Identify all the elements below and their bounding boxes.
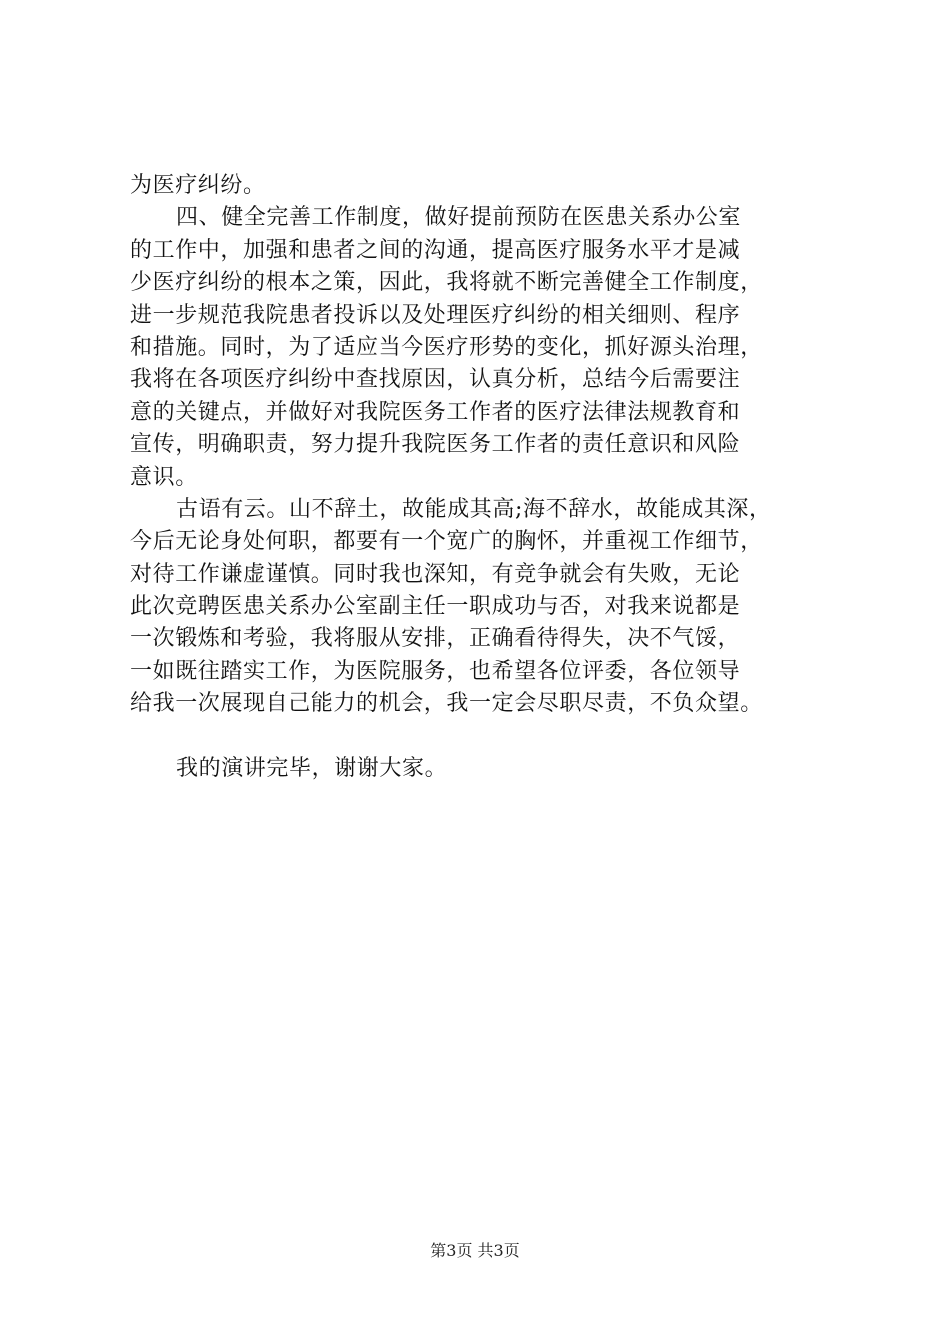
paragraph-continuation <box>130 170 850 202</box>
paragraph-closing-remarks <box>130 494 850 721</box>
text-line: 意的关键点，并做好对我院医务工作者的医疗法律法规教育和 <box>130 399 741 425</box>
text-line: 进一步规范我院患者投诉以及处理医疗纠纷的相关细则、程序 <box>130 302 741 328</box>
paragraph-section-four <box>130 202 850 494</box>
text-line: 宣传，明确职责，努力提升我院医务工作者的责任意识和风险 <box>130 432 741 458</box>
paragraph-thanks <box>130 753 850 785</box>
text-line: 意识。 <box>130 464 198 490</box>
text-line: 和措施。同时，为了适应当今医疗形势的变化，抓好源头治理， <box>130 334 763 360</box>
text-line: 少医疗纠纷的根本之策，因此，我将就不断完善健全工作制度， <box>130 270 763 296</box>
text-line: 我将在各项医疗纠纷中查找原因，认真分析，总结今后需要注 <box>130 367 741 393</box>
text-line: 一次锻炼和考验，我将服从安排，正确看待得失，决不气馁， <box>130 626 741 652</box>
text-line: 古语有云。山不辞土，故能成其高;海不辞水，故能成其深， <box>176 496 772 522</box>
text-line: 此次竞聘医患关系办公室副主任一职成功与否，对我来说都是 <box>130 594 741 620</box>
text-line: 对待工作谦虚谨慎。同时我也深知，有竞争就会有失败，无论 <box>130 561 741 587</box>
text-line: 我的演讲完毕，谢谢大家。 <box>176 755 448 781</box>
document-body <box>130 170 850 785</box>
text-line: 一如既往踏实工作，为医院服务，也希望各位评委，各位领导 <box>130 658 741 684</box>
text-line: 给我一次展现自己能力的机会，我一定会尽职尽责，不负众望。 <box>130 691 763 717</box>
text-line: 为医疗纠纷。 <box>130 173 266 198</box>
page-number-footer: 第3页 共3页 <box>430 1241 520 1260</box>
text-line: 的工作中，加强和患者之间的沟通，提高医疗服务水平才是减 <box>130 237 741 263</box>
paragraph-spacer <box>130 721 850 753</box>
text-line: 今后无论身处何职，都要有一个宽广的胸怀，并重视工作细节， <box>130 529 763 555</box>
text-line: 四、健全完善工作制度，做好提前预防在医患关系办公室 <box>176 205 742 231</box>
